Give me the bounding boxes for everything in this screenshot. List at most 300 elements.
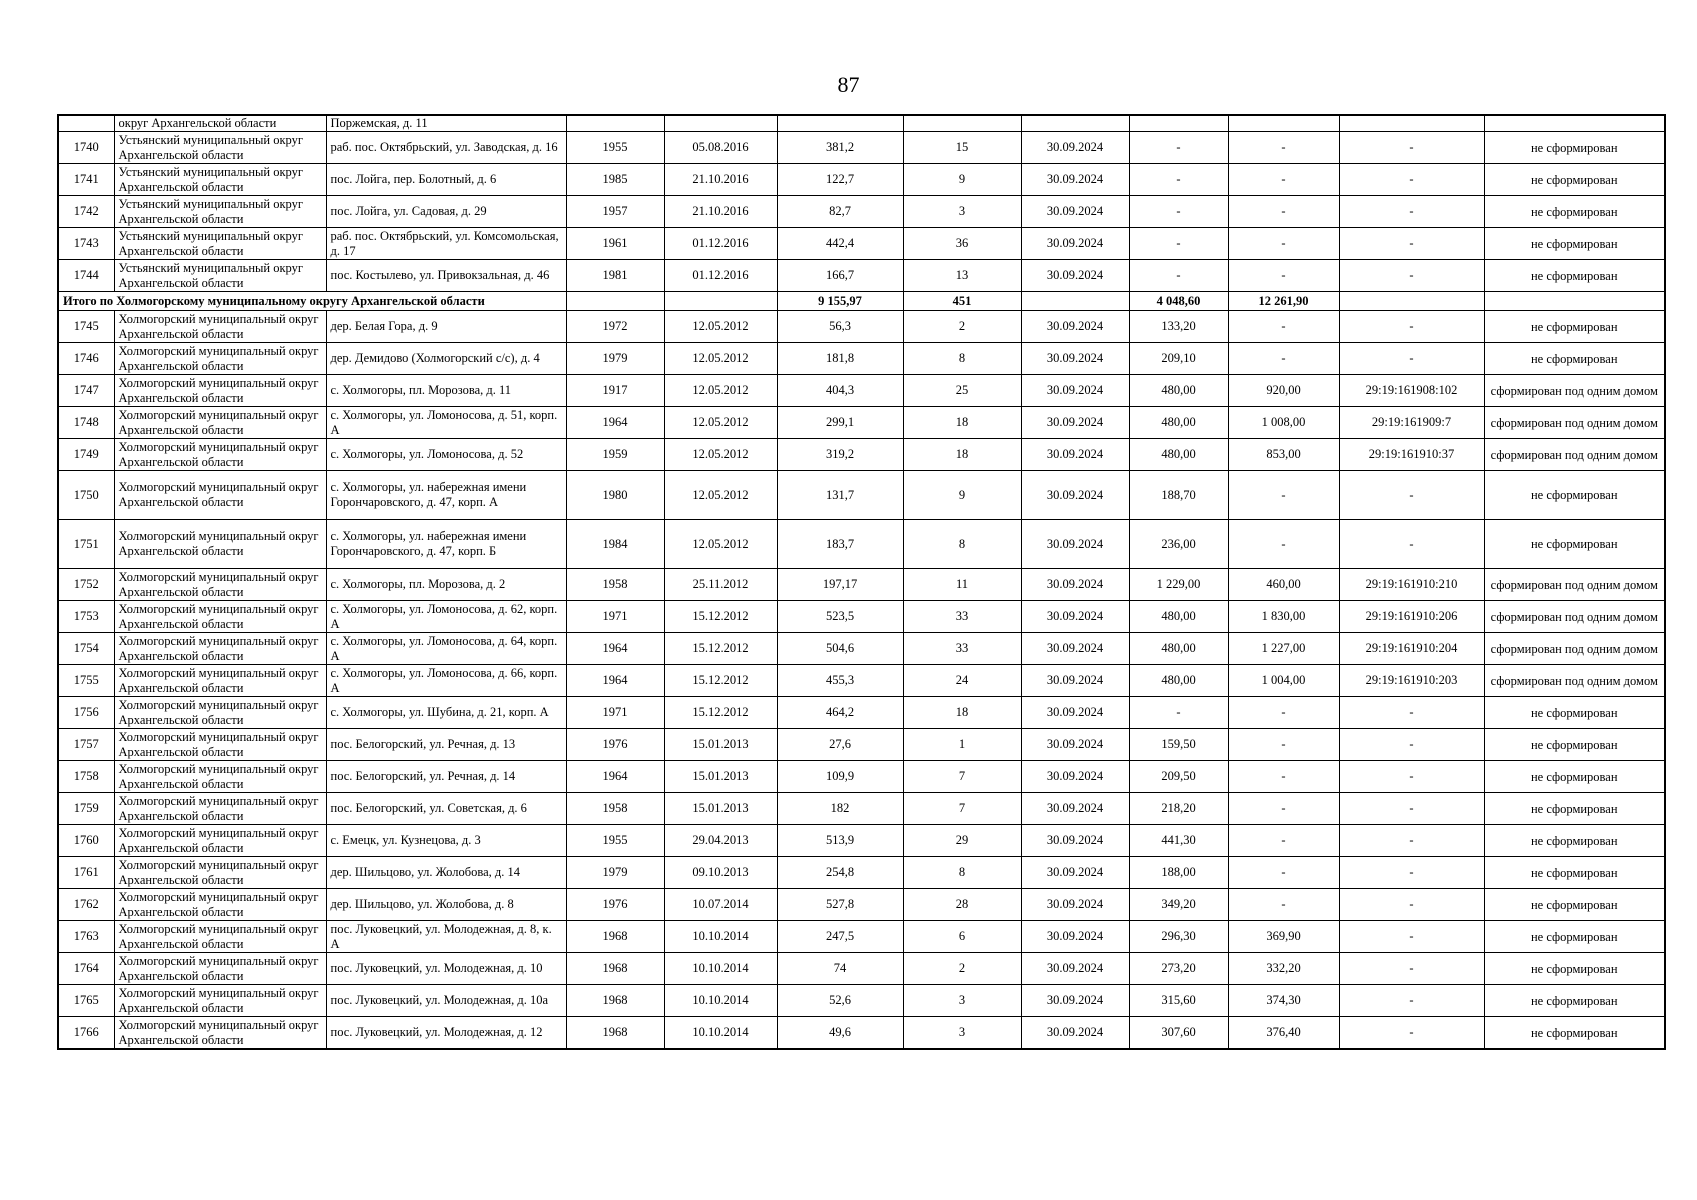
table-row [58,857,1665,889]
address-cell: с. Холмогоры, ул. набережная имени Горончаровского, д. 47, корп. Б [326,520,566,569]
district-cell: Холмогорский муниципальный округ Архангельской области [114,471,326,520]
total-area: 9 155,97 [777,292,903,311]
table-row [58,1017,1665,1050]
area-cell: 122,7 [777,164,903,196]
address-cell: с. Холмогоры, ул. набережная имени Горончаровского, д. 47, корп. А [326,471,566,520]
total-residents: 451 [903,292,1021,311]
area-cell: 247,5 [777,921,903,953]
cost-a-cell: - [1129,228,1228,260]
table-row [58,761,1665,793]
cost-b-cell: - [1228,164,1339,196]
resettlement-deadline-cell: 30.09.2024 [1021,601,1129,633]
recognition-date-cell: 12.05.2012 [664,375,777,407]
land-status-cell: не сформирован [1484,921,1665,953]
table-row [58,601,1665,633]
table-row [58,633,1665,665]
year-built-cell: 1961 [566,228,664,260]
cost-b-cell: - [1228,260,1339,292]
table-row [58,132,1665,164]
cadastral-number-cell: - [1339,520,1484,569]
resettlement-deadline-cell: 30.09.2024 [1021,793,1129,825]
recognition-date-cell: 12.05.2012 [664,520,777,569]
cadastral-number-cell: 29:19:161910:204 [1339,633,1484,665]
cost-a-cell: 480,00 [1129,439,1228,471]
total-label: Итого по Холмогорскому муниципальному округу Архангельской области [58,292,566,311]
recognition-date-cell: 15.01.2013 [664,729,777,761]
cost-b-cell: - [1228,520,1339,569]
residents-cell: 7 [903,761,1021,793]
year-built-cell: 1979 [566,857,664,889]
cost-a-cell: 480,00 [1129,375,1228,407]
residents-cell: 2 [903,953,1021,985]
address-cell: с. Холмогоры, ул. Ломоносова, д. 52 [326,439,566,471]
cadastral-number-cell: - [1339,471,1484,520]
area-cell: 109,9 [777,761,903,793]
district-cell: Холмогорский муниципальный округ Архангельской области [114,407,326,439]
row-number-cell: 1763 [58,921,114,953]
table-row [58,115,1665,132]
total-cost-a: 4 048,60 [1129,292,1228,311]
year-built-cell: 1976 [566,889,664,921]
year-built-cell: 1959 [566,439,664,471]
cost-b-cell: 1 830,00 [1228,601,1339,633]
district-cell: Устьянский муниципальный округ Архангельской области [114,164,326,196]
cost-b-cell: - [1228,825,1339,857]
address-cell: Поржемская, д. 11 [326,115,566,132]
resettlement-deadline-cell: 30.09.2024 [1021,132,1129,164]
cadastral-number-cell: 29:19:161910:203 [1339,665,1484,697]
residents-cell: 11 [903,569,1021,601]
recognition-date-cell: 01.12.2016 [664,260,777,292]
residents-cell: 15 [903,132,1021,164]
cadastral-number-cell: - [1339,697,1484,729]
land-status-cell: сформирован под одним домом [1484,439,1665,471]
row-number-cell: 1746 [58,343,114,375]
row-number-cell: 1752 [58,569,114,601]
year-built-cell: 1968 [566,1017,664,1050]
area-cell: 183,7 [777,520,903,569]
resettlement-deadline-cell: 30.09.2024 [1021,343,1129,375]
address-cell: с. Емецк, ул. Кузнецова, д. 3 [326,825,566,857]
address-cell: дер. Шильцово, ул. Жолобова, д. 14 [326,857,566,889]
district-cell: Устьянский муниципальный округ Архангельской области [114,132,326,164]
section-total [58,292,1665,311]
cost-b-cell: - [1228,471,1339,520]
land-status-cell: не сформирован [1484,985,1665,1017]
year-built-cell: 1955 [566,132,664,164]
row-number-cell: 1747 [58,375,114,407]
area-cell: 56,3 [777,311,903,343]
land-status-cell: сформирован под одним домом [1484,665,1665,697]
area-cell: 82,7 [777,196,903,228]
area-cell: 381,2 [777,132,903,164]
year-built-cell: 1979 [566,343,664,375]
recognition-date-cell: 10.07.2014 [664,889,777,921]
resettlement-deadline-cell: 30.09.2024 [1021,196,1129,228]
table-row [58,889,1665,921]
table-row [58,665,1665,697]
table-row [58,697,1665,729]
cadastral-number-cell: - [1339,857,1484,889]
recognition-date-cell: 12.05.2012 [664,311,777,343]
land-status-cell: не сформирован [1484,857,1665,889]
year-built-cell: 1964 [566,665,664,697]
cost-a-cell: - [1129,196,1228,228]
cost-b-cell: 1 227,00 [1228,633,1339,665]
district-cell: Холмогорский муниципальный округ Архангельской области [114,633,326,665]
cadastral-number-cell: - [1339,1017,1484,1050]
table-body-after-total [58,311,1665,1050]
area-cell: 197,17 [777,569,903,601]
table-row [58,953,1665,985]
row-number-cell: 1766 [58,1017,114,1050]
recognition-date-cell: 12.05.2012 [664,471,777,520]
area-cell: 513,9 [777,825,903,857]
residents-cell: 33 [903,601,1021,633]
table-row [58,228,1665,260]
cost-b-cell: - [1228,343,1339,375]
recognition-date-cell: 01.12.2016 [664,228,777,260]
address-cell: дер. Белая Гора, д. 9 [326,311,566,343]
address-cell: пос. Лойга, ул. Садовая, д. 29 [326,196,566,228]
district-cell: Холмогорский муниципальный округ Архангельской области [114,825,326,857]
row-number-cell: 1758 [58,761,114,793]
year-built-cell: 1955 [566,825,664,857]
table-row [58,569,1665,601]
land-status-cell: не сформирован [1484,697,1665,729]
cost-a-cell: - [1129,260,1228,292]
address-cell: пос. Лойга, пер. Болотный, д. 6 [326,164,566,196]
cost-a-cell: 209,50 [1129,761,1228,793]
table-row [58,439,1665,471]
cadastral-number-cell: 29:19:161910:37 [1339,439,1484,471]
year-built-cell: 1976 [566,729,664,761]
resettlement-deadline-cell: 30.09.2024 [1021,857,1129,889]
table-row [58,164,1665,196]
address-cell: пос. Белогорский, ул. Речная, д. 13 [326,729,566,761]
table-row [58,343,1665,375]
residents-cell: 3 [903,196,1021,228]
cost-b-cell: 1 008,00 [1228,407,1339,439]
area-cell: 442,4 [777,228,903,260]
land-status-cell: не сформирован [1484,1017,1665,1050]
address-cell: пос. Костылево, ул. Привокзальная, д. 46 [326,260,566,292]
cost-b-cell: - [1228,132,1339,164]
recognition-date-cell: 15.12.2012 [664,697,777,729]
land-status-cell: не сформирован [1484,793,1665,825]
resettlement-deadline-cell: 30.09.2024 [1021,985,1129,1017]
residents-cell: 9 [903,164,1021,196]
cost-b-cell: 332,20 [1228,953,1339,985]
recognition-date-cell: 25.11.2012 [664,569,777,601]
cadastral-number-cell: - [1339,311,1484,343]
district-cell: Холмогорский муниципальный округ Архангельской области [114,439,326,471]
total-row [58,292,1665,311]
recognition-date-cell: 05.08.2016 [664,132,777,164]
cadastral-number-cell: 29:19:161910:210 [1339,569,1484,601]
cadastral-number-cell: - [1339,793,1484,825]
land-status-cell: не сформирован [1484,343,1665,375]
cadastral-number-cell: - [1339,260,1484,292]
district-cell: Холмогорский муниципальный округ Архангельской области [114,889,326,921]
cost-b-cell: - [1228,793,1339,825]
cost-b-cell: 376,40 [1228,1017,1339,1050]
residents-cell: 24 [903,665,1021,697]
resettlement-deadline-cell: 30.09.2024 [1021,228,1129,260]
cadastral-number-cell: - [1339,729,1484,761]
housing-registry-table [57,114,1666,1050]
table-row [58,729,1665,761]
residents-cell: 18 [903,407,1021,439]
row-number-cell: 1745 [58,311,114,343]
recognition-date-cell: 12.05.2012 [664,343,777,375]
land-status-cell: не сформирован [1484,761,1665,793]
resettlement-deadline-cell: 30.09.2024 [1021,569,1129,601]
cost-a-cell: 209,10 [1129,343,1228,375]
address-cell: раб. пос. Октябрьский, ул. Заводская, д. 16 [326,132,566,164]
table-row [58,985,1665,1017]
cadastral-number-cell: - [1339,889,1484,921]
row-number-cell: 1762 [58,889,114,921]
area-cell: 74 [777,953,903,985]
resettlement-deadline-cell: 30.09.2024 [1021,311,1129,343]
year-built-cell: 1985 [566,164,664,196]
resettlement-deadline-cell: 30.09.2024 [1021,697,1129,729]
area-cell: 464,2 [777,697,903,729]
district-cell: Холмогорский муниципальный округ Архангельской области [114,697,326,729]
recognition-date-cell: 10.10.2014 [664,921,777,953]
address-cell: дер. Шильцово, ул. Жолобова, д. 8 [326,889,566,921]
area-cell: 523,5 [777,601,903,633]
row-number-cell: 1741 [58,164,114,196]
land-status-cell: не сформирован [1484,889,1665,921]
resettlement-deadline-cell: 30.09.2024 [1021,407,1129,439]
recognition-date-cell: 21.10.2016 [664,196,777,228]
residents-cell: 18 [903,697,1021,729]
district-cell: Холмогорский муниципальный округ Архангельской области [114,375,326,407]
cost-b-cell: - [1228,729,1339,761]
cost-b-cell: - [1228,857,1339,889]
recognition-date-cell: 15.12.2012 [664,665,777,697]
year-built-cell: 1971 [566,697,664,729]
year-built-cell: 1964 [566,407,664,439]
cost-a-cell: 218,20 [1129,793,1228,825]
table-row [58,793,1665,825]
cost-a-cell: 480,00 [1129,407,1228,439]
row-number-cell: 1760 [58,825,114,857]
cost-b-cell: - [1228,761,1339,793]
cost-a-cell: 441,30 [1129,825,1228,857]
area-cell: 166,7 [777,260,903,292]
residents-cell: 8 [903,520,1021,569]
resettlement-deadline-cell: 30.09.2024 [1021,260,1129,292]
land-status-cell: сформирован под одним домом [1484,407,1665,439]
district-cell: Холмогорский муниципальный округ Архангельской области [114,1017,326,1050]
row-number-cell: 1743 [58,228,114,260]
cost-a-cell: 133,20 [1129,311,1228,343]
row-number-cell: 1742 [58,196,114,228]
area-cell: 455,3 [777,665,903,697]
row-number-cell: 1750 [58,471,114,520]
cost-b-cell: - [1228,196,1339,228]
area-cell: 527,8 [777,889,903,921]
resettlement-deadline-cell: 30.09.2024 [1021,1017,1129,1050]
resettlement-deadline-cell: 30.09.2024 [1021,375,1129,407]
district-cell: Холмогорский муниципальный округ Архангельской области [114,985,326,1017]
recognition-date-cell: 15.12.2012 [664,633,777,665]
district-cell: Холмогорский муниципальный округ Архангельской области [114,921,326,953]
cost-b-cell: 374,30 [1228,985,1339,1017]
residents-cell: 3 [903,1017,1021,1050]
cadastral-number-cell: - [1339,761,1484,793]
address-cell: с. Холмогоры, пл. Морозова, д. 2 [326,569,566,601]
table-row [58,471,1665,520]
district-cell: Холмогорский муниципальный округ Архангельской области [114,520,326,569]
row-number-cell: 1756 [58,697,114,729]
year-built-cell: 1980 [566,471,664,520]
row-number-cell: 1751 [58,520,114,569]
residents-cell: 1 [903,729,1021,761]
area-cell: 504,6 [777,633,903,665]
cost-b-cell: 853,00 [1228,439,1339,471]
residents-cell: 6 [903,921,1021,953]
cadastral-number-cell: - [1339,228,1484,260]
cost-a-cell: - [1129,132,1228,164]
cadastral-number-cell: - [1339,921,1484,953]
area-cell: 181,8 [777,343,903,375]
cadastral-number-cell: - [1339,196,1484,228]
cost-a-cell: - [1129,697,1228,729]
row-number-cell: 1761 [58,857,114,889]
district-cell: Холмогорский муниципальный округ Архангельской области [114,665,326,697]
recognition-date-cell: 15.12.2012 [664,601,777,633]
table-row [58,311,1665,343]
cost-b-cell: - [1228,311,1339,343]
cadastral-number-cell: - [1339,985,1484,1017]
year-built-cell: 1964 [566,633,664,665]
cost-a-cell: 315,60 [1129,985,1228,1017]
address-cell: с. Холмогоры, ул. Ломоносова, д. 62, корп. А [326,601,566,633]
address-cell: дер. Демидово (Холмогорский с/с), д. 4 [326,343,566,375]
recognition-date-cell: 12.05.2012 [664,407,777,439]
year-built-cell: 1957 [566,196,664,228]
land-status-cell: не сформирован [1484,825,1665,857]
page-number: 87 [837,72,860,97]
residents-cell: 8 [903,343,1021,375]
district-cell: Холмогорский муниципальный округ Архангельской области [114,761,326,793]
district-cell: Устьянский муниципальный округ Архангельской области [114,196,326,228]
residents-cell: 33 [903,633,1021,665]
area-cell: 27,6 [777,729,903,761]
recognition-date-cell: 09.10.2013 [664,857,777,889]
land-status-cell: сформирован под одним домом [1484,375,1665,407]
land-status-cell: не сформирован [1484,953,1665,985]
recognition-date-cell: 12.05.2012 [664,439,777,471]
land-status-cell: не сформирован [1484,228,1665,260]
row-number-cell: 1765 [58,985,114,1017]
resettlement-deadline-cell: 30.09.2024 [1021,665,1129,697]
row-number-cell: 1749 [58,439,114,471]
cost-a-cell: 188,00 [1129,857,1228,889]
resettlement-deadline-cell: 30.09.2024 [1021,953,1129,985]
cadastral-number-cell: - [1339,825,1484,857]
row-number-cell: 1755 [58,665,114,697]
residents-cell: 29 [903,825,1021,857]
resettlement-deadline-cell: 30.09.2024 [1021,729,1129,761]
address-cell: с. Холмогоры, пл. Морозова, д. 11 [326,375,566,407]
district-cell: Холмогорский муниципальный округ Архангельской области [114,953,326,985]
cost-b-cell: 460,00 [1228,569,1339,601]
address-cell: пос. Белогорский, ул. Речная, д. 14 [326,761,566,793]
residents-cell: 28 [903,889,1021,921]
land-status-cell: не сформирован [1484,729,1665,761]
row-number-cell: 1754 [58,633,114,665]
cost-a-cell: 480,00 [1129,665,1228,697]
resettlement-deadline-cell: 30.09.2024 [1021,439,1129,471]
cost-a-cell: 349,20 [1129,889,1228,921]
district-cell: Холмогорский муниципальный округ Архангельской области [114,793,326,825]
district-cell: Холмогорский муниципальный округ Архангельской области [114,729,326,761]
land-status-cell: не сформирован [1484,196,1665,228]
land-status-cell: не сформирован [1484,132,1665,164]
residents-cell: 9 [903,471,1021,520]
row-number-cell: 1748 [58,407,114,439]
address-cell: пос. Луковецкий, ул. Молодежная, д. 12 [326,1017,566,1050]
recognition-date-cell: 10.10.2014 [664,985,777,1017]
resettlement-deadline-cell: 30.09.2024 [1021,520,1129,569]
row-number-cell: 1753 [58,601,114,633]
cadastral-number-cell: 29:19:161908:102 [1339,375,1484,407]
district-cell: Устьянский муниципальный округ Архангельской области [114,228,326,260]
land-status-cell: сформирован под одним домом [1484,633,1665,665]
row-number-cell: 1757 [58,729,114,761]
resettlement-deadline-cell: 30.09.2024 [1021,471,1129,520]
table-body-before-total [58,115,1665,292]
cost-a-cell: 480,00 [1129,633,1228,665]
cost-a-cell: 188,70 [1129,471,1228,520]
table-row [58,260,1665,292]
row-number-cell: 1759 [58,793,114,825]
residents-cell: 18 [903,439,1021,471]
district-cell: Холмогорский муниципальный округ Архангельской области [114,343,326,375]
year-built-cell: 1964 [566,761,664,793]
district-cell: Холмогорский муниципальный округ Архангельской области [114,601,326,633]
table-row [58,196,1665,228]
table-row [58,825,1665,857]
cost-b-cell: - [1228,697,1339,729]
area-cell: 52,6 [777,985,903,1017]
row-number-cell: 1740 [58,132,114,164]
resettlement-deadline-cell: 30.09.2024 [1021,921,1129,953]
address-cell: раб. пос. Октябрьский, ул. Комсомольская, д. 17 [326,228,566,260]
recognition-date-cell: 10.10.2014 [664,953,777,985]
residents-cell: 36 [903,228,1021,260]
table-row [58,375,1665,407]
resettlement-deadline-cell: 30.09.2024 [1021,889,1129,921]
district-cell: Холмогорский муниципальный округ Архангельской области [114,857,326,889]
total-cost-b: 12 261,90 [1228,292,1339,311]
resettlement-deadline-cell: 30.09.2024 [1021,633,1129,665]
residents-cell: 2 [903,311,1021,343]
cost-a-cell: 159,50 [1129,729,1228,761]
recognition-date-cell: 29.04.2013 [664,825,777,857]
table-row [58,921,1665,953]
residents-cell: 25 [903,375,1021,407]
resettlement-deadline-cell: 30.09.2024 [1021,825,1129,857]
year-built-cell: 1968 [566,921,664,953]
land-status-cell: не сформирован [1484,164,1665,196]
cost-b-cell: 920,00 [1228,375,1339,407]
